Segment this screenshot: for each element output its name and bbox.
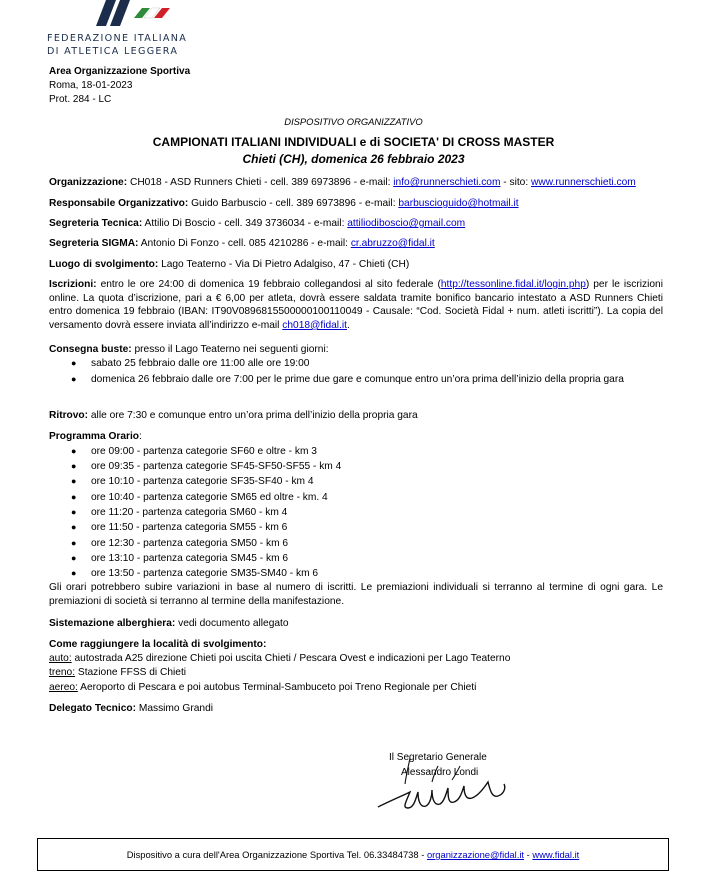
programma-row — [49, 430, 663, 443]
consegna-item-text: sabato 25 febbraio dalle ore 11:00 alle ore 19:00 — [91, 358, 310, 369]
auto-label: auto: — [49, 653, 72, 664]
raggiungere-heading: Come raggiungere la località di svolgimento: — [49, 639, 267, 650]
programma-item — [71, 460, 341, 473]
treno-text: Stazione FFSS di Chieti — [75, 667, 187, 678]
raggiungere-aereo-row — [49, 681, 663, 694]
ritrovo-label: Ritrovo: — [49, 410, 89, 421]
bullet-icon: ● — [71, 461, 77, 471]
alberghiera-label: Sistemazione alberghiera: — [49, 618, 176, 629]
programma-item-text: ore 13:10 - partenza categoria SM45 - km 6 — [91, 553, 289, 564]
programma-item-text: ore 09:35 - partenza categorie SF45-SF50-SF55 - km 4 — [91, 461, 342, 472]
iscrizioni-text3: . — [347, 319, 350, 331]
signature-role: Il Segretario Generale — [389, 752, 487, 763]
iscrizioni-paragraph — [49, 278, 663, 332]
programma-item-text: ore 13:50 - partenza categorie SM35-SM40 - km 6 — [91, 568, 319, 579]
place-date: Roma, 18-01-2023 — [49, 80, 133, 91]
organizzazione-email-link[interactable]: info@runnerschieti.com — [393, 177, 501, 188]
iscrizioni-email-link[interactable]: ch018@fidal.it — [282, 319, 347, 331]
programma-note: Gli orari potrebbero subire variazioni in base al numero di iscritti. Le premiazioni individuali si terranno al termine di ogni gara. Le premiazioni di società si terranno al termine della manifestazione. — [49, 582, 663, 607]
programma-item — [71, 537, 288, 550]
event-title: CAMPIONATI ITALIANI INDIVIDUALI e di SOCIETA' DI CROSS MASTER — [152, 135, 555, 149]
programma-item — [71, 567, 318, 580]
programma-item — [71, 475, 314, 488]
bullet-icon: ● — [71, 538, 77, 548]
aereo-label: aereo: — [49, 682, 78, 693]
organizzazione-sep: - sito: — [500, 177, 532, 188]
iscrizioni-url-link[interactable]: http://tessonline.fidal.it/login.php — [440, 279, 586, 290]
bullet-icon: ● — [71, 553, 77, 563]
doc-type: DISPOSITIVO ORGANIZZATIVO — [284, 116, 423, 127]
treno-label: treno: — [49, 667, 76, 678]
ritrovo-text: alle ore 7:30 e comunque entro un’ora prima dell’inizio della propria gara — [88, 410, 418, 421]
signature-name: Alessandro Londi — [401, 767, 479, 778]
luogo-row — [49, 258, 663, 271]
programma-item — [71, 521, 287, 534]
alberghiera-text: vedi documento allegato — [175, 618, 289, 629]
delegato-text: Massimo Grandi — [136, 703, 213, 714]
segreteria-tecnica-email-link[interactable]: attiliodiboscio@gmail.com — [347, 218, 466, 229]
bullet-icon: ● — [71, 492, 77, 502]
organizzazione-site-link[interactable]: www.runnerschieti.com — [531, 177, 636, 188]
raggiungere-auto-row — [49, 652, 663, 665]
auto-text: autostrada A25 direzione Chieti poi uscita Chieti / Pescara Ovest e indicazioni per Lago Teaterno — [71, 653, 511, 664]
programma-label: Programma Orario — [49, 431, 140, 442]
programma-item-text: ore 11:50 - partenza categoria SM55 - km 6 — [91, 522, 288, 533]
organizzazione-text: CH018 - ASD Runners Chieti - cell. 389 6973896 - e-mail: — [127, 177, 394, 188]
luogo-text: Lago Teaterno - Via Di Pietro Adalgiso, 47 - Chieti (CH) — [158, 259, 410, 270]
responsabile-label: Responsabile Organizzativo: — [49, 198, 189, 209]
ritrovo-row — [49, 409, 663, 422]
organizzazione-row — [49, 176, 663, 189]
iscrizioni-text1: entro le ore 24:00 di domenica 19 febbraio collegandosi al sito federale ( — [96, 279, 441, 290]
segreteria-sigma-text: Antonio Di Fonzo - cell. 085 4210286 - e-mail: — [138, 238, 351, 249]
iscrizioni-text2: ) per le iscrizioni online. La quota d’iscrizione, pari a € 6,00 per atleta, dovrà essere saldata tramite bonifico bancario intestato a ASD Runners Chieti entro domenica 19 febbraio (IBAN: IT90V0896815500000100110049 - Causale: “Cod. Società Fidal + num. atleti iscritti”). La copia del versamento dovrà essere inviata all’indirizzo e-mail — [49, 279, 663, 331]
programma-item — [71, 491, 328, 504]
consegna-label: Consegna buste: — [49, 344, 132, 355]
programma-colon: : — [139, 431, 142, 442]
raggiungere-treno-row — [49, 666, 663, 679]
segreteria-sigma-email-link[interactable]: cr.abruzzo@fidal.it — [350, 238, 435, 249]
consegna-row — [49, 343, 663, 356]
organizzazione-label: Organizzazione: — [49, 177, 128, 188]
responsabile-text: Guido Barbuscio - cell. 389 6973896 - e-mail: — [188, 198, 399, 209]
programma-item-text: ore 11:20 - partenza categoria SM60 - km 4 — [91, 507, 288, 518]
iscrizioni-label: Iscrizioni: — [49, 279, 97, 290]
consegna-text: presso il Lago Teaterno nei seguenti giorni: — [131, 344, 329, 355]
responsabile-row — [49, 197, 663, 210]
alberghiera-row — [49, 617, 663, 630]
bullet-icon: ● — [71, 507, 77, 517]
programma-item-text: ore 10:10 - partenza categorie SF35-SF40 - km 4 — [91, 476, 314, 487]
segreteria-tecnica-label: Segreteria Tecnica: — [49, 218, 143, 229]
handwritten-signature — [372, 752, 532, 822]
consegna-item-text: domenica 26 febbraio dalle ore 7:00 per le prime due gare e comunque entro un’ora prima dell’inizio della propria gara — [91, 374, 624, 385]
bullet-icon: ● — [71, 358, 77, 368]
org-name-line2: DI ATLETICA LEGGERA — [47, 46, 179, 57]
programma-item — [71, 506, 287, 519]
footer-site-link[interactable]: www.fidal.it — [532, 849, 580, 860]
programma-item-text: ore 09:00 - partenza categorie SF60 e oltre - km 3 — [91, 446, 317, 457]
luogo-label: Luogo di svolgimento: — [49, 259, 159, 270]
signature-block — [372, 752, 532, 822]
delegato-label: Delegato Tecnico: — [49, 703, 136, 714]
responsabile-email-link[interactable]: barbuscioguido@hotmail.it — [398, 198, 519, 209]
segreteria-sigma-label: Segreteria SIGMA: — [49, 238, 139, 249]
segreteria-sigma-row — [49, 237, 663, 250]
footer-box — [37, 838, 669, 871]
protocol-number: Prot. 284 - LC — [49, 94, 112, 105]
consegna-item — [71, 373, 663, 386]
bullet-icon: ● — [71, 568, 77, 578]
event-location-date: Chieti (CH), domenica 26 febbraio 2023 — [242, 152, 465, 166]
org-name-line1: FEDERAZIONE ITALIANA — [47, 33, 188, 44]
bullet-icon: ● — [71, 476, 77, 486]
footer-sep: - — [524, 849, 533, 860]
fidal-logo-mark — [90, 0, 210, 28]
programma-item — [71, 445, 317, 458]
aereo-text: Aeroporto di Pescara e poi autobus Terminal-Sambuceto poi Treno Regionale per Chieti — [77, 682, 477, 693]
bullet-icon: ● — [71, 522, 77, 532]
programma-item — [71, 552, 288, 565]
segreteria-tecnica-text: Attilio Di Boscio - cell. 349 3736034 - e-mail: — [142, 218, 348, 229]
segreteria-tecnica-row — [49, 217, 663, 230]
delegato-row — [49, 702, 663, 715]
programma-item-text: ore 12:30 - partenza categoria SM50 - km 6 — [91, 538, 289, 549]
programma-item-text: ore 10:40 - partenza categorie SM65 ed oltre - km. 4 — [91, 492, 328, 503]
consegna-item — [71, 357, 309, 370]
footer-email-link[interactable]: organizzazione@fidal.it — [426, 849, 525, 860]
area-name: Area Organizzazione Sportiva — [49, 66, 191, 77]
bullet-icon: ● — [71, 446, 77, 456]
footer-text: Dispositivo a cura dell'Area Organizzazione Sportiva Tel. 06.33484738 - — [126, 849, 427, 860]
bullet-icon: ● — [71, 374, 77, 384]
